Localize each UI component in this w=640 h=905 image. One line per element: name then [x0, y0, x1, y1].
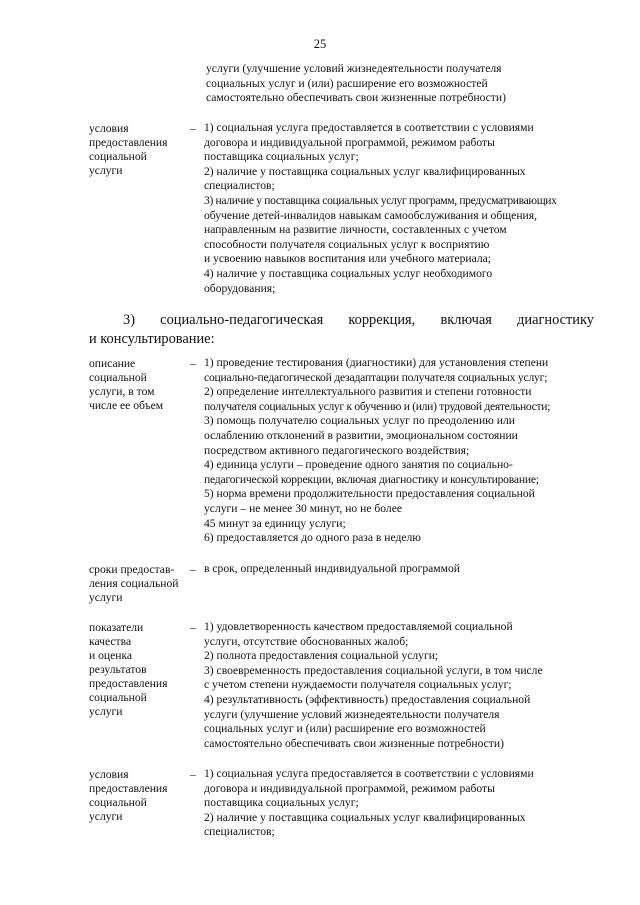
text-line: и усвоению навыков воспитания или учебного материала;: [204, 252, 491, 266]
label-line: описание: [89, 357, 136, 370]
row-label: [89, 620, 190, 751]
text-line: ослаблению отклонений в развитии, эмоциональном состоянии: [204, 428, 518, 442]
dash-separator: –: [190, 563, 196, 576]
label-line: числе ее объем: [89, 399, 164, 412]
label-line: социальной: [89, 796, 147, 809]
text-line: 2) полнота предоставления социальной услуги;: [204, 649, 439, 663]
text-line: поставщика социальных услуг;: [204, 150, 359, 164]
text-line: поставщика социальных услуг;: [204, 796, 359, 810]
text-line: 2) определение интеллектуального развития и степени готовности: [204, 385, 532, 399]
label-line: услуги: [89, 591, 123, 604]
label-line: качества: [89, 635, 132, 648]
label-line: социальной: [89, 150, 147, 163]
row-content: [204, 620, 599, 751]
label-line: социальной: [89, 371, 147, 384]
dash-separator: –: [190, 122, 196, 135]
text-line: услуги (улучшение условий жизнедеятельности получателя: [204, 707, 500, 721]
text-line: с учетом степени нуждаемости получателя социальных услуг;: [204, 678, 512, 692]
text-line: услуги – не менее 30 минут, но не более: [204, 501, 402, 515]
label-line: предоставления: [89, 136, 168, 149]
text-line: договора и индивидуальной программой, режимом работы: [204, 135, 495, 149]
text-line: педагогической коррекции, включая диагностику и консультирование;: [204, 472, 539, 486]
label-line: предоставления: [89, 782, 168, 795]
page-number: 25: [313, 37, 327, 51]
text-line: 1) удовлетворенность качеством предоставляемой социальной: [204, 620, 513, 633]
row-content: [204, 562, 599, 605]
label-line: условия: [89, 768, 129, 781]
text-line: 4) единица услуги – проведение одного занятия по социально-: [204, 458, 513, 472]
text-line: получателя социальных услуг к обучению и (или) трудовой деятельности;: [204, 399, 551, 413]
label-line: условия: [89, 122, 129, 135]
conditions-row: [89, 767, 599, 840]
text-line: способности получателя социальных услуг к восприятию: [204, 237, 490, 251]
text-line: 4) наличие у поставщика социальных услуг необходимого: [204, 266, 493, 280]
text-line: самостоятельно обеспечивать свои жизненные потребности): [204, 736, 504, 750]
text-line: специалистов;: [204, 179, 275, 193]
dash-separator: –: [190, 621, 196, 634]
text-line: оборудования;: [204, 281, 276, 295]
label-line: услуги: [89, 164, 123, 177]
heading-line: и консультирование:: [89, 331, 215, 347]
text-line: 3) помощь получателю социальных услуг по преодолению или: [204, 414, 515, 428]
text-line: 1) социальная услуга предоставляется в соответствии с условиями: [204, 767, 534, 780]
text-line: направленным на развитие личности, составленных с учетом: [204, 223, 507, 237]
row-label: [89, 767, 190, 840]
text-line: 2) наличие у поставщика социальных услуг квалифицированных: [204, 810, 526, 824]
quality-row: [89, 620, 599, 751]
text-line: 3) своевременность предоставления социальной услуги, в том числе: [204, 663, 543, 677]
description-row: [89, 356, 599, 546]
row-content: [204, 121, 599, 296]
text-line: обучение детей-инвалидов навыкам самообслуживания и общения,: [204, 208, 537, 222]
section-heading: [89, 311, 594, 349]
text-line: услуги (улучшение условий жизнедеятельности получателя: [206, 62, 502, 75]
label-line: результатов: [89, 663, 147, 676]
row-label: [89, 562, 190, 605]
text-line: социально-педагогической дезадаптации получателя социальных услуг;: [204, 370, 548, 384]
label-line: предоставления: [89, 677, 168, 690]
conditions-row: [89, 121, 599, 296]
continuation-text: [206, 62, 601, 106]
text-line: 3) наличие у поставщика социальных услуг программ, предусматривающих: [204, 193, 557, 207]
label-line: и оценка: [89, 649, 133, 662]
text-line: 1) социальная услуга предоставляется в соответствии с условиями: [204, 121, 534, 134]
label-line: услуги, в том: [89, 385, 155, 398]
text-line: договора и индивидуальной программой, режимом работы: [204, 781, 495, 795]
text-line: социальных услуг и (или) расширение его возможностей: [204, 722, 486, 736]
row-label: [89, 121, 190, 296]
terms-row: [89, 562, 599, 605]
text-line: 5) норма времени продолжительности предоставления социальной: [204, 487, 535, 501]
row-content: [204, 767, 599, 840]
text-line: 45 минут за единицу услуги;: [204, 516, 346, 530]
row-content: [204, 356, 599, 546]
label-line: услуги: [89, 705, 123, 718]
text-line: 2) наличие у поставщика социальных услуг квалифицированных: [204, 164, 526, 178]
label-line: услуги: [89, 810, 123, 823]
text-line: 4) результативность (эффективность) предоставления социальной: [204, 692, 531, 706]
label-line: сроки предостав-: [89, 563, 175, 576]
text-line: 6) предоставляется до одного раза в неделю: [204, 531, 421, 545]
text-line: посредством активного педагогического воздействия;: [204, 443, 470, 457]
text-line: услуги, отсутствие обоснованных жалоб;: [204, 634, 409, 648]
label-line: показатели: [89, 621, 144, 634]
label-line: социальной: [89, 691, 147, 704]
text-line: 1) проведение тестирования (диагностики) для установления степени: [204, 356, 549, 369]
text-line: социальных услуг и (или) расширение его возможностей: [206, 76, 488, 90]
text-line: специалистов;: [204, 825, 275, 839]
heading-line: 3) социально-педагогическая коррекция, включая диагностику: [123, 312, 594, 328]
dash-separator: –: [190, 357, 196, 370]
label-line: ления социальной: [89, 577, 179, 590]
text-line: самостоятельно обеспечивать свои жизненные потребности): [206, 91, 506, 105]
text-line: в срок, определенный индивидуальной программой: [204, 562, 460, 575]
row-label: [89, 356, 190, 546]
dash-separator: –: [190, 768, 196, 781]
